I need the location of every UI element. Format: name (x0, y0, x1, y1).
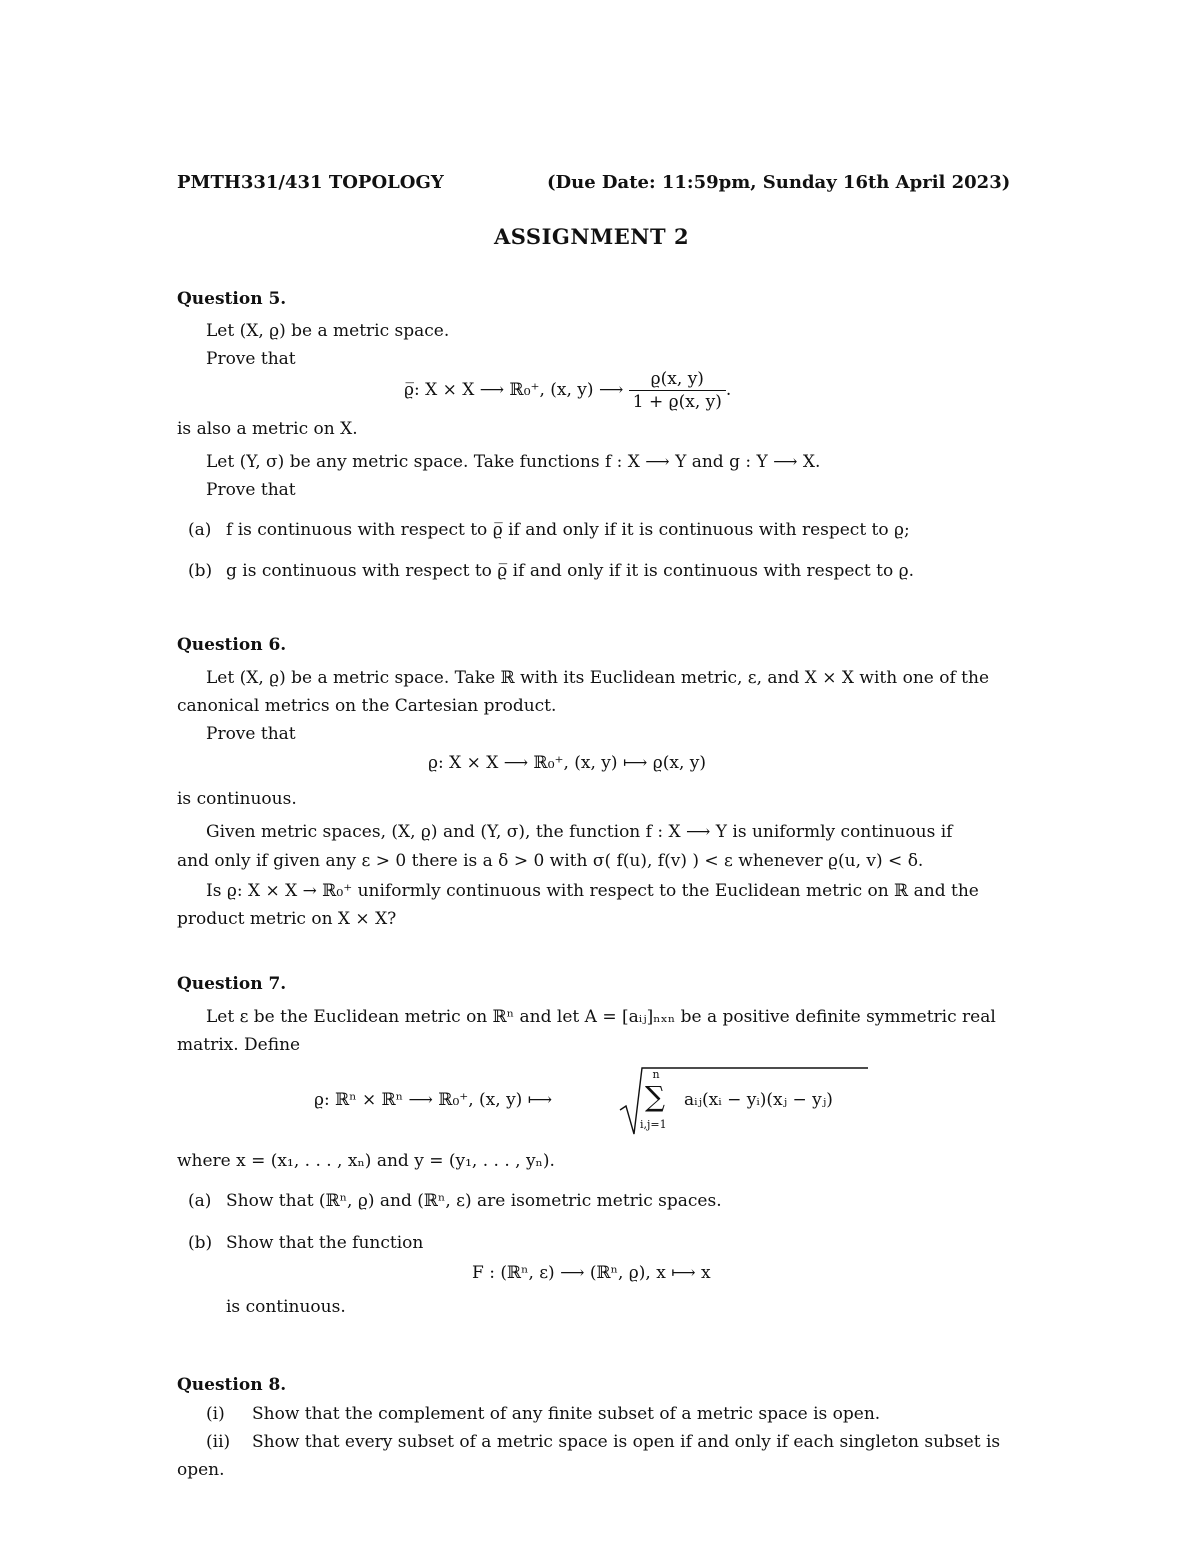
q7-line-4: is continuous. (226, 1297, 346, 1317)
q8-part-ii-continued: open. (177, 1460, 225, 1480)
q5-line-4: Let (Y, σ) be any metric space. Take functions f : X ⟶ Y and g : Y ⟶ X. (206, 452, 821, 472)
question-7-heading: Question 7. (177, 974, 287, 994)
q7-part-b (188, 1232, 423, 1254)
q5-eq-denominator: 1 + ϱ(x, y) (632, 392, 722, 412)
due-date: (Due Date: 11:59pm, Sunday 16th April 2023) (547, 172, 1011, 193)
q6-equation: ϱ: X × X ⟶ ℝ₀⁺, (x, y) ⟼ ϱ(x, y) (428, 753, 706, 773)
q5-part-a-text: f is continuous with respect to ϱ̅ if and only if it is continuous with respect to ϱ; (226, 520, 910, 540)
q8-part-ii (206, 1431, 1000, 1453)
q8-part-ii-label: (ii) (206, 1432, 231, 1452)
q7-line-2: matrix. Define (177, 1035, 301, 1055)
q8-part-i (206, 1403, 880, 1425)
q6-line-6: and only if given any ε > 0 there is a δ > 0 with σ( f(u), f(v) ) < ε whenever ϱ(u, v) < δ. (177, 851, 924, 871)
q6-line-8: product metric on X × X? (177, 909, 397, 929)
q8-part-i-text: Show that the complement of any finite subset of a metric space is open. (252, 1404, 881, 1424)
question-8-heading: Question 8. (177, 1375, 287, 1395)
assignment-title: ASSIGNMENT 2 (493, 224, 690, 249)
q7-part-b-text: Show that the function (226, 1233, 424, 1253)
q6-line-3: Prove that (206, 724, 296, 744)
course-title: PMTH331/431 TOPOLOGY (177, 172, 444, 193)
q5-part-b-text: g is continuous with respect to ϱ̅ if and only if it is continuous with respect to ϱ. (226, 561, 915, 581)
q6-line-2: canonical metrics on the Cartesian product. (177, 696, 557, 716)
q6-line-5: Given metric spaces, (X, ϱ) and (Y, σ), the function f : X ⟶ Y is uniformly continuous if (206, 822, 953, 842)
q5-eq-left: ϱ̅: X × X ⟶ ℝ₀⁺, (x, y) ⟶ (404, 380, 624, 400)
q7-eq-left: ϱ: ℝⁿ × ℝⁿ ⟶ ℝ₀⁺, (x, y) ⟼ (314, 1090, 553, 1110)
q5-part-b (188, 560, 914, 582)
q5-part-b-label: (b) (188, 561, 213, 581)
q7-part-a-text: Show that (ℝⁿ, ϱ) and (ℝⁿ, ε) are isometric metric spaces. (226, 1191, 722, 1211)
q7-sum-lower: i,j=1 (640, 1118, 667, 1131)
q7-line-1: Let ε be the Euclidean metric on ℝⁿ and let A = [aᵢⱼ]ₙₓₙ be a positive definite symmetric real (206, 1007, 996, 1027)
q5-line-3: is also a metric on X. (177, 419, 358, 439)
q5-line-2: Prove that (206, 349, 296, 369)
q7-line-3: where x = (x₁, . . . , xₙ) and y = (y₁, . . . , yₙ). (177, 1151, 555, 1171)
q7-part-b-label: (b) (188, 1233, 213, 1253)
q7-sum-upper: n (652, 1068, 660, 1081)
q7-sum-symbol: ∑ (645, 1080, 665, 1113)
q5-equation (404, 367, 731, 413)
q7-part-a (188, 1190, 722, 1212)
q5-eq-fraction (629, 368, 726, 413)
q5-part-a (188, 519, 910, 541)
question-6-heading: Question 6. (177, 635, 287, 655)
q5-eq-numerator: ϱ(x, y) (629, 368, 726, 391)
q8-part-ii-text: Show that every subset of a metric space is open if and only if each singleton subset is (252, 1432, 1001, 1452)
q5-eq-end: . (725, 380, 732, 400)
question-5-heading: Question 5. (177, 289, 287, 309)
q5-line-1: Let (X, ϱ) be a metric space. (206, 321, 450, 341)
q7-part-a-label: (a) (188, 1191, 212, 1211)
q6-line-4: is continuous. (177, 789, 297, 809)
q5-line-5: Prove that (206, 480, 296, 500)
q7-equation-2: F : (ℝⁿ, ε) ⟶ (ℝⁿ, ϱ), x ⟼ x (472, 1263, 711, 1283)
q8-part-i-label: (i) (206, 1404, 225, 1424)
q6-line-7: Is ϱ: X × X → ℝ₀⁺ uniformly continuous with respect to the Euclidean metric on ℝ and the (206, 881, 979, 901)
q6-line-1: Let (X, ϱ) be a metric space. Take ℝ with its Euclidean metric, ε, and X × X with one of the (206, 668, 990, 688)
q7-sum-body: aᵢⱼ(xᵢ − yᵢ)(xⱼ − yⱼ) (684, 1090, 833, 1110)
q5-part-a-label: (a) (188, 520, 212, 540)
